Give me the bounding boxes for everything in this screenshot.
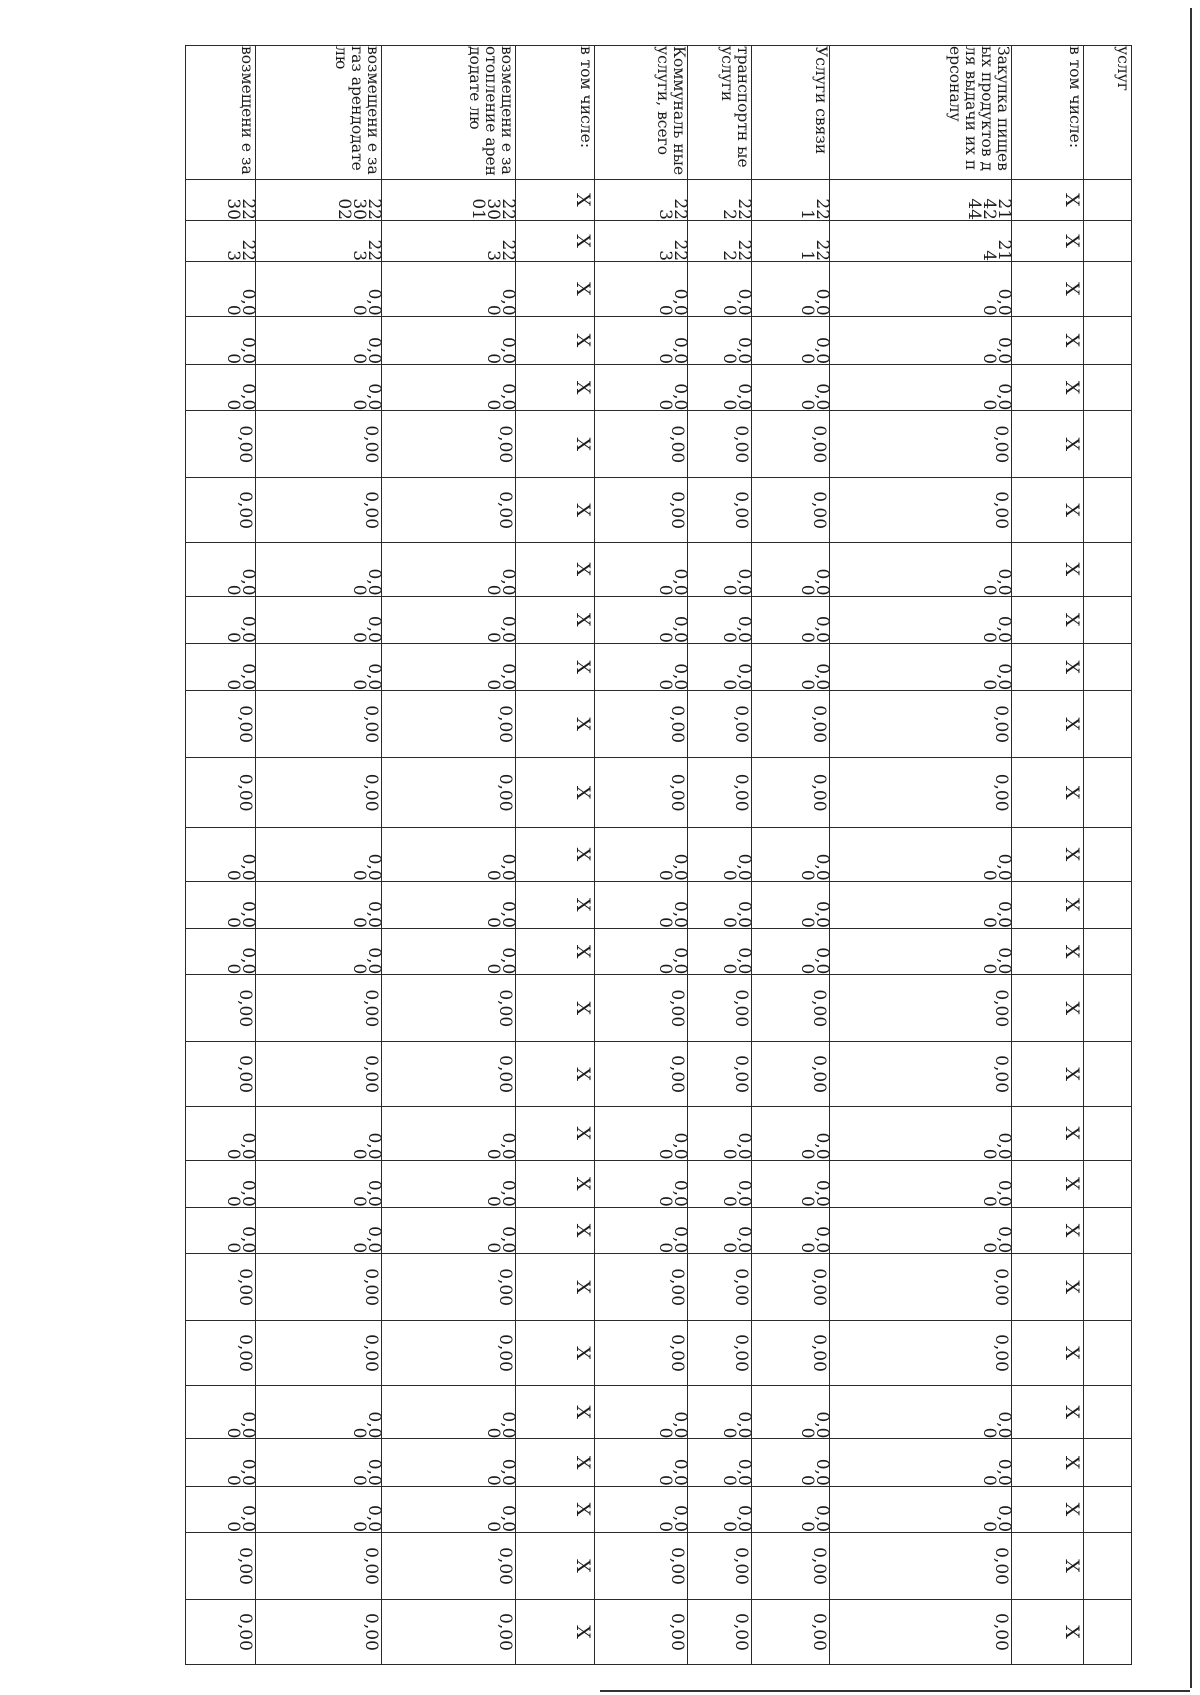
- table-cell: 0,0 0: [186, 1439, 256, 1486]
- table-cell: 0,0 0: [830, 543, 1012, 597]
- table-cell: 0,0 0: [382, 828, 516, 882]
- table-cell: 0,00: [256, 1321, 382, 1386]
- table-cell: 0,00: [595, 1254, 688, 1321]
- table-cell: X: [516, 365, 595, 411]
- table-cell: 0,00: [186, 691, 256, 758]
- table-cell: 0,0 0: [256, 881, 382, 928]
- table-cell: X: [516, 1160, 595, 1207]
- table-cell: 0,0 0: [830, 1207, 1012, 1253]
- table-cell: X: [516, 316, 595, 364]
- table-cell: 0,00: [688, 691, 752, 758]
- table-cell: 0,0 0: [256, 365, 382, 411]
- table-row: [1012, 46, 1084, 1665]
- table-cell: 0,0 0: [186, 1486, 256, 1532]
- row-label: возмещени е за газ арендодате лю: [256, 46, 382, 180]
- row-label: Услуги связи: [752, 46, 830, 180]
- row-label: услуг: [1084, 46, 1132, 180]
- table-cell: 0,0 0: [688, 1439, 752, 1486]
- table-cell: 0,0 0: [752, 365, 830, 411]
- table-cell: 0,0 0: [752, 1160, 830, 1207]
- table-cell: 0,00: [382, 1321, 516, 1386]
- table-cell: X: [516, 1042, 595, 1107]
- table-cell: 0,0 0: [256, 1160, 382, 1207]
- table-cell: 0,0 0: [595, 365, 688, 411]
- table-cell: 0,0 0: [752, 1385, 830, 1439]
- table-cell: 0,00: [186, 975, 256, 1042]
- row-label: транспортн ые услуги: [688, 46, 752, 180]
- rotated-table-wrapper: [185, 45, 1132, 1665]
- table-cell: 0,00: [256, 1042, 382, 1107]
- table-cell: X: [1012, 1599, 1084, 1664]
- table-cell: X: [516, 596, 595, 643]
- table-cell: 0,00: [830, 1254, 1012, 1321]
- table-cell: 0,0 0: [256, 828, 382, 882]
- row-subcode: 21 4: [830, 220, 1012, 261]
- table-cell: X: [1012, 758, 1084, 828]
- table-cell: X: [516, 1486, 595, 1532]
- table-cell: 0,00: [186, 1254, 256, 1321]
- row-subcode: X: [1012, 220, 1084, 261]
- table-cell: 0,00: [186, 758, 256, 828]
- table-cell: 0,0 0: [382, 1439, 516, 1486]
- table-cell: [1084, 1439, 1132, 1486]
- table-cell: 0,0 0: [186, 828, 256, 882]
- row-code: 22 30 02: [256, 179, 382, 220]
- table-cell: 0,0 0: [186, 596, 256, 643]
- table-cell: [1084, 1486, 1132, 1532]
- table-cell: X: [516, 478, 595, 543]
- row-subcode: 22 3: [256, 220, 382, 261]
- table-cell: 0,0 0: [595, 596, 688, 643]
- table-cell: 0,0 0: [382, 1486, 516, 1532]
- table-cell: 0,0 0: [256, 643, 382, 690]
- table-cell: 0,0 0: [688, 596, 752, 643]
- table-cell: 0,00: [256, 478, 382, 543]
- row-subcode: X: [516, 220, 595, 261]
- table-cell: X: [516, 758, 595, 828]
- table-cell: [1084, 758, 1132, 828]
- table-cell: [1084, 1207, 1132, 1253]
- table-cell: X: [516, 975, 595, 1042]
- table-cell: 0,00: [256, 1533, 382, 1600]
- table-cell: 0,0 0: [595, 643, 688, 690]
- table-cell: 0,00: [382, 478, 516, 543]
- table-cell: 0,0 0: [688, 1107, 752, 1161]
- table-cell: X: [516, 1533, 595, 1600]
- table-cell: 0,0 0: [382, 262, 516, 317]
- row-code: X: [516, 179, 595, 220]
- table-cell: 0,0 0: [186, 543, 256, 597]
- table-cell: X: [1012, 1486, 1084, 1532]
- table-cell: X: [1012, 643, 1084, 690]
- table-cell: 0,0 0: [688, 881, 752, 928]
- table-cell: [1084, 365, 1132, 411]
- table-cell: 0,00: [830, 1042, 1012, 1107]
- table-cell: 0,00: [256, 758, 382, 828]
- table-cell: 0,00: [752, 1254, 830, 1321]
- table-cell: 0,0 0: [186, 643, 256, 690]
- table-cell: [1084, 691, 1132, 758]
- table-cell: X: [516, 1107, 595, 1161]
- table-cell: 0,0 0: [688, 1207, 752, 1253]
- table-cell: X: [1012, 1107, 1084, 1161]
- row-code: 22 3: [595, 179, 688, 220]
- table-cell: 0,00: [186, 1321, 256, 1386]
- table-cell: 0,0 0: [595, 1207, 688, 1253]
- table-cell: 0,00: [752, 1321, 830, 1386]
- table-cell: 0,0 0: [186, 316, 256, 364]
- table-cell: 0,0 0: [186, 1385, 256, 1439]
- table-cell: 0,00: [256, 691, 382, 758]
- table-cell: [1084, 1254, 1132, 1321]
- table-cell: 0,0 0: [688, 1160, 752, 1207]
- table-cell: 0,0 0: [382, 543, 516, 597]
- expense-table: [185, 45, 1132, 1665]
- table-cell: 0,0 0: [830, 1107, 1012, 1161]
- table-cell: 0,0 0: [382, 596, 516, 643]
- table-row: [688, 46, 752, 1665]
- table-cell: 0,00: [688, 758, 752, 828]
- table-cell: 0,00: [830, 478, 1012, 543]
- table-cell: X: [1012, 1439, 1084, 1486]
- table-cell: [1084, 1042, 1132, 1107]
- table-cell: 0,0 0: [688, 1385, 752, 1439]
- table-cell: 0,0 0: [830, 1385, 1012, 1439]
- table-cell: 0,00: [752, 1533, 830, 1600]
- table-cell: X: [516, 1385, 595, 1439]
- table-cell: 0,00: [830, 691, 1012, 758]
- table-cell: [1084, 1599, 1132, 1664]
- table-cell: X: [516, 1321, 595, 1386]
- table-cell: X: [516, 1207, 595, 1253]
- table-cell: X: [1012, 1254, 1084, 1321]
- table-cell: 0,0 0: [595, 881, 688, 928]
- table-cell: X: [1012, 1042, 1084, 1107]
- table-cell: 0,0 0: [752, 928, 830, 974]
- table-cell: X: [1012, 365, 1084, 411]
- table-row: [382, 46, 516, 1665]
- table-cell: [1084, 1107, 1132, 1161]
- table-cell: 0,00: [382, 1599, 516, 1664]
- table-row: [186, 46, 256, 1665]
- table-cell: X: [1012, 1533, 1084, 1600]
- table-cell: [1084, 1533, 1132, 1600]
- table-cell: 0,00: [595, 411, 688, 478]
- row-label: возмещени е за: [186, 46, 256, 180]
- table-cell: 0,0 0: [256, 596, 382, 643]
- table-cell: X: [516, 691, 595, 758]
- table-cell: 0,0 0: [186, 928, 256, 974]
- table-cell: 0,0 0: [688, 643, 752, 690]
- table-cell: 0,00: [688, 1254, 752, 1321]
- table-cell: X: [1012, 691, 1084, 758]
- table-cell: X: [516, 1254, 595, 1321]
- table-cell: X: [1012, 543, 1084, 597]
- row-code: X: [1012, 179, 1084, 220]
- table-cell: 0,0 0: [595, 316, 688, 364]
- table-cell: 0,0 0: [186, 1207, 256, 1253]
- table-cell: 0,00: [595, 691, 688, 758]
- table-cell: [1084, 928, 1132, 974]
- table-cell: 0,00: [752, 411, 830, 478]
- table-cell: 0,00: [830, 758, 1012, 828]
- table-cell: 0,0 0: [595, 543, 688, 597]
- table-cell: 0,0 0: [256, 316, 382, 364]
- row-code: [1084, 179, 1132, 220]
- table-cell: 0,0 0: [256, 1385, 382, 1439]
- row-code: 22 30: [186, 179, 256, 220]
- table-cell: 0,0 0: [830, 316, 1012, 364]
- table-cell: 0,0 0: [256, 262, 382, 317]
- table-cell: 0,00: [595, 1599, 688, 1664]
- table-cell: 0,00: [595, 975, 688, 1042]
- table-cell: 0,0 0: [382, 1160, 516, 1207]
- table-cell: 0,00: [752, 975, 830, 1042]
- table-cell: [1084, 828, 1132, 882]
- table-cell: 0,00: [595, 758, 688, 828]
- table-cell: 0,0 0: [256, 543, 382, 597]
- table-cell: 0,0 0: [595, 1439, 688, 1486]
- row-subcode: 22 3: [382, 220, 516, 261]
- table-cell: [1084, 881, 1132, 928]
- table-cell: 0,0 0: [595, 1385, 688, 1439]
- table-row: [830, 46, 1012, 1665]
- table-cell: 0,00: [752, 691, 830, 758]
- page-border-bottom: [600, 1690, 1190, 1692]
- table-row: [516, 46, 595, 1665]
- table-cell: X: [1012, 881, 1084, 928]
- row-code: 22 2: [688, 179, 752, 220]
- table-cell: X: [1012, 1160, 1084, 1207]
- table-cell: 0,0 0: [688, 828, 752, 882]
- table-cell: 0,00: [830, 1599, 1012, 1664]
- table-cell: 0,0 0: [688, 928, 752, 974]
- row-code: 22 1: [752, 179, 830, 220]
- table-cell: X: [516, 262, 595, 317]
- table-cell: 0,00: [382, 411, 516, 478]
- table-cell: 0,00: [595, 1321, 688, 1386]
- table-cell: 0,0 0: [595, 828, 688, 882]
- table-row: [752, 46, 830, 1665]
- table-cell: 0,0 0: [256, 1107, 382, 1161]
- table-cell: [1084, 262, 1132, 317]
- table-cell: X: [516, 643, 595, 690]
- table-cell: 0,0 0: [752, 828, 830, 882]
- table-cell: X: [1012, 596, 1084, 643]
- table-cell: X: [516, 1599, 595, 1664]
- table-row: [256, 46, 382, 1665]
- table-cell: 0,0 0: [186, 365, 256, 411]
- row-subcode: 22 2: [688, 220, 752, 261]
- table-cell: X: [516, 411, 595, 478]
- table-cell: 0,0 0: [382, 316, 516, 364]
- table-cell: X: [516, 1439, 595, 1486]
- table-cell: 0,00: [186, 1533, 256, 1600]
- table-cell: 0,00: [688, 975, 752, 1042]
- table-cell: X: [1012, 316, 1084, 364]
- table-cell: 0,00: [382, 1533, 516, 1600]
- table-cell: 0,00: [256, 1599, 382, 1664]
- row-subcode: 22 3: [186, 220, 256, 261]
- table-cell: X: [1012, 928, 1084, 974]
- table-cell: 0,0 0: [752, 1439, 830, 1486]
- table-cell: 0,0 0: [688, 262, 752, 317]
- table-cell: [1084, 316, 1132, 364]
- table-cell: 0,0 0: [256, 1486, 382, 1532]
- table-cell: X: [1012, 411, 1084, 478]
- table-cell: 0,0 0: [688, 316, 752, 364]
- table-cell: 0,00: [830, 1321, 1012, 1386]
- table-cell: [1084, 543, 1132, 597]
- table-cell: [1084, 1385, 1132, 1439]
- table-cell: X: [516, 881, 595, 928]
- table-cell: 0,0 0: [830, 365, 1012, 411]
- table-cell: 0,0 0: [752, 881, 830, 928]
- table-cell: 0,00: [256, 1254, 382, 1321]
- table-cell: 0,0 0: [382, 1385, 516, 1439]
- table-cell: 0,0 0: [688, 365, 752, 411]
- table-cell: X: [1012, 828, 1084, 882]
- table-cell: 0,00: [595, 478, 688, 543]
- table-body: [186, 46, 1132, 1665]
- table-cell: 0,00: [256, 975, 382, 1042]
- row-label: в том числе:: [1012, 46, 1084, 180]
- table-cell: 0,00: [752, 1599, 830, 1664]
- table-cell: X: [1012, 1385, 1084, 1439]
- table-row: [595, 46, 688, 1665]
- table-cell: 0,0 0: [186, 1160, 256, 1207]
- table-cell: 0,00: [382, 1254, 516, 1321]
- table-cell: 0,0 0: [830, 828, 1012, 882]
- table-cell: X: [516, 928, 595, 974]
- row-label: Закупка пищевых продуктов для выдачи их персоналу: [830, 46, 1012, 180]
- table-cell: 0,00: [830, 411, 1012, 478]
- table-cell: [1084, 1321, 1132, 1386]
- table-cell: X: [516, 543, 595, 597]
- page-border-right: [1190, 8, 1192, 1688]
- table-cell: 0,0 0: [752, 1207, 830, 1253]
- table-cell: 0,0 0: [256, 928, 382, 974]
- table-cell: 0,0 0: [595, 928, 688, 974]
- table-cell: 0,00: [752, 478, 830, 543]
- table-cell: 0,00: [688, 1599, 752, 1664]
- table-cell: 0,0 0: [382, 928, 516, 974]
- table-cell: 0,0 0: [752, 596, 830, 643]
- table-cell: 0,00: [186, 478, 256, 543]
- table-cell: 0,00: [688, 1321, 752, 1386]
- row-subcode: [1084, 220, 1132, 261]
- table-cell: 0,0 0: [186, 262, 256, 317]
- table-cell: 0,00: [752, 758, 830, 828]
- table-cell: 0,0 0: [830, 1160, 1012, 1207]
- table-cell: 0,0 0: [752, 543, 830, 597]
- table-cell: 0,0 0: [382, 1107, 516, 1161]
- table-cell: 0,0 0: [688, 543, 752, 597]
- table-row: [1084, 46, 1132, 1665]
- table-cell: 0,00: [382, 758, 516, 828]
- table-cell: 0,00: [186, 1599, 256, 1664]
- table-cell: 0,00: [830, 1533, 1012, 1600]
- table-cell: 0,00: [688, 411, 752, 478]
- table-cell: 0,00: [186, 411, 256, 478]
- table-cell: 0,00: [382, 1042, 516, 1107]
- table-cell: [1084, 1160, 1132, 1207]
- table-cell: 0,0 0: [752, 316, 830, 364]
- table-cell: 0,0 0: [595, 262, 688, 317]
- table-cell: 0,0 0: [186, 1107, 256, 1161]
- row-code: 22 30 01: [382, 179, 516, 220]
- table-cell: 0,00: [595, 1042, 688, 1107]
- table-cell: X: [1012, 1207, 1084, 1253]
- table-cell: 0,0 0: [382, 365, 516, 411]
- table-cell: 0,00: [382, 691, 516, 758]
- table-cell: 0,0 0: [688, 1486, 752, 1532]
- table-cell: 0,0 0: [595, 1160, 688, 1207]
- table-cell: 0,0 0: [752, 1486, 830, 1532]
- table-cell: 0,00: [595, 1533, 688, 1600]
- table-cell: [1084, 596, 1132, 643]
- row-label: возмещени е за отопление арендодате лю: [382, 46, 516, 180]
- table-cell: 0,0 0: [830, 1486, 1012, 1532]
- table-cell: 0,00: [688, 1533, 752, 1600]
- table-cell: X: [1012, 478, 1084, 543]
- table-cell: 0,0 0: [830, 596, 1012, 643]
- table-cell: 0,00: [256, 411, 382, 478]
- row-code: 21 42 44: [830, 179, 1012, 220]
- row-subcode: 22 1: [752, 220, 830, 261]
- table-cell: 0,00: [688, 478, 752, 543]
- table-cell: 0,0 0: [256, 1439, 382, 1486]
- table-cell: 0,0 0: [752, 1107, 830, 1161]
- table-cell: 0,0 0: [830, 881, 1012, 928]
- table-cell: 0,0 0: [186, 881, 256, 928]
- table-cell: 0,00: [830, 975, 1012, 1042]
- table-cell: 0,0 0: [595, 1486, 688, 1532]
- table-cell: 0,00: [186, 1042, 256, 1107]
- table-cell: X: [1012, 262, 1084, 317]
- table-cell: 0,00: [382, 975, 516, 1042]
- table-cell: 0,0 0: [830, 928, 1012, 974]
- table-cell: X: [516, 828, 595, 882]
- row-label: Коммуналь ные услуги, всего: [595, 46, 688, 180]
- table-cell: 0,0 0: [595, 1107, 688, 1161]
- table-cell: 0,0 0: [752, 262, 830, 317]
- table-cell: 0,0 0: [256, 1207, 382, 1253]
- table-cell: 0,0 0: [382, 881, 516, 928]
- table-cell: 0,0 0: [382, 643, 516, 690]
- table-cell: 0,0 0: [830, 262, 1012, 317]
- table-cell: [1084, 643, 1132, 690]
- table-cell: 0,0 0: [752, 643, 830, 690]
- table-cell: [1084, 975, 1132, 1042]
- table-cell: [1084, 478, 1132, 543]
- table-cell: [1084, 411, 1132, 478]
- table-cell: 0,00: [752, 1042, 830, 1107]
- table-cell: 0,0 0: [830, 1439, 1012, 1486]
- table-cell: 0,0 0: [830, 643, 1012, 690]
- table-cell: 0,0 0: [382, 1207, 516, 1253]
- row-subcode: 22 3: [595, 220, 688, 261]
- table-cell: 0,00: [688, 1042, 752, 1107]
- table-cell: X: [1012, 975, 1084, 1042]
- row-label: в том числе:: [516, 46, 595, 180]
- table-cell: X: [1012, 1321, 1084, 1386]
